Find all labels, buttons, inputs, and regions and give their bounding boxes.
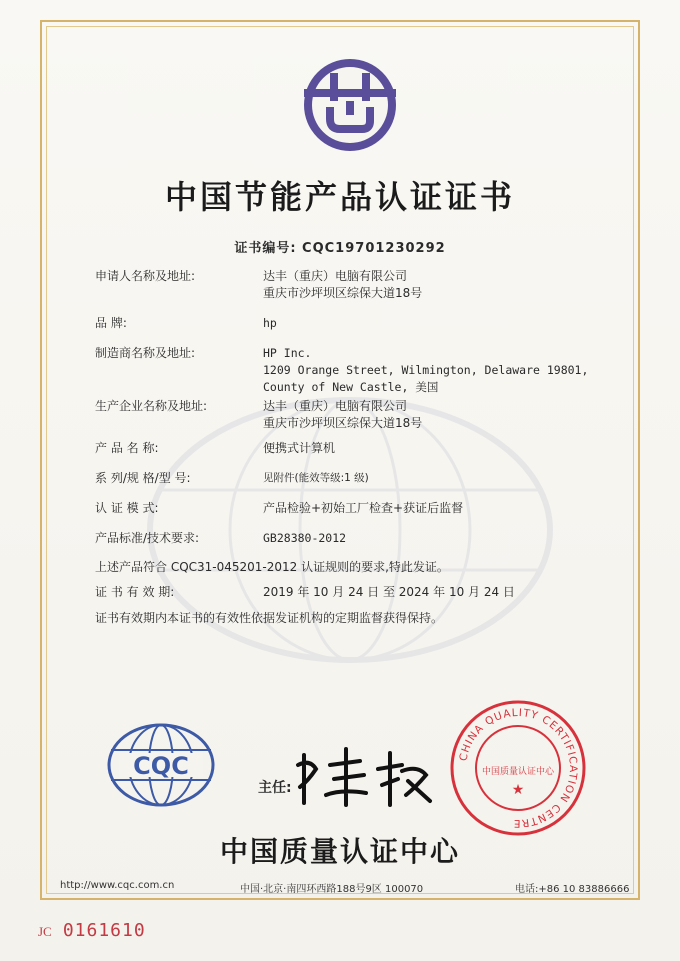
value-line: 便携式计算机 (263, 441, 336, 455)
field-value (263, 315, 593, 332)
field-label: 品 牌: (95, 316, 127, 330)
field-label: 申请人名称及地址: (95, 269, 196, 283)
energy-saving-logo-icon (300, 55, 400, 155)
field-value (263, 440, 593, 457)
validity-label: 证 书 有 效 期: (95, 585, 175, 599)
field-label: 产 品 名 称: (95, 441, 159, 455)
value-line: 达丰（重庆）电脑有限公司 (263, 269, 408, 283)
field-value (263, 345, 593, 396)
footer-phone: 电话:+86 10 83886666 (515, 884, 630, 895)
value-line: 达丰（重庆）电脑有限公司 (263, 399, 408, 413)
field-value (263, 398, 593, 432)
value-line: GB28380-2012 (263, 531, 347, 545)
field-value (263, 268, 593, 302)
value-line: 产品检验+初始工厂检查+获证后监督 (263, 501, 464, 515)
field-label: 认 证 模 式: (95, 501, 159, 515)
certificate-title: 中国节能产品认证证书 (164, 178, 515, 216)
serial-number (38, 920, 146, 941)
footer-url: http://www.cqc.com.cn (60, 880, 175, 891)
cqc-logo-icon (105, 720, 217, 810)
certificate-number-label: 证书编号: (234, 241, 297, 256)
field-value (263, 500, 593, 517)
certificate-number (0, 237, 680, 256)
serial-value: 0161610 (62, 920, 146, 941)
certificate-number-value: CQC19701230292 (302, 241, 446, 256)
director-label: 主任: (258, 780, 292, 796)
value-line: 1209 Orange Street, Wilmington, Delaware 19801, (263, 363, 589, 377)
cqc-logo-text: CQC (133, 752, 189, 780)
value-line: 见附件(能效等级:1 级) (263, 472, 369, 484)
footer-address: 中国·北京·南四环西路188号9区 100070 (240, 884, 424, 895)
official-seal (448, 698, 588, 838)
field-label: 产品标准/技术要求: (95, 531, 200, 545)
value-line: hp (263, 316, 277, 330)
field-label: 生产企业名称及地址: (95, 399, 208, 413)
director-signature (290, 735, 440, 810)
value-line: 重庆市沙坪坝区综保大道18号 (263, 416, 423, 430)
conformity-statement: 上述产品符合 CQC31-045201-2012 认证规则的要求,特此发证。 (95, 560, 449, 574)
issuing-organization: 中国质量认证中心 (219, 835, 460, 868)
validity-note: 证书有效期内本证书的有效性依据发证机构的定期监督获得保持。 (95, 611, 444, 625)
field-value (263, 470, 593, 487)
seal-inner-text: 中国质量认证中心 (481, 767, 555, 777)
field-label: 制造商名称及地址: (95, 346, 196, 360)
validity-value: 2019 年 10 月 24 日 至 2024 年 10 月 24 日 (263, 585, 515, 599)
value-line: 重庆市沙坪坝区综保大道18号 (263, 286, 423, 300)
serial-prefix: JC (38, 924, 52, 939)
value-line: County of New Castle, 美国 (263, 380, 439, 394)
value-line: HP Inc. (263, 346, 312, 360)
field-label: 系 列/规 格/型 号: (95, 471, 191, 485)
seal-ring-text: CHINA QUALITY CERTIFICATION CENTRE (457, 706, 580, 830)
seal-star-icon: ★ (511, 782, 525, 798)
field-value (263, 530, 593, 547)
